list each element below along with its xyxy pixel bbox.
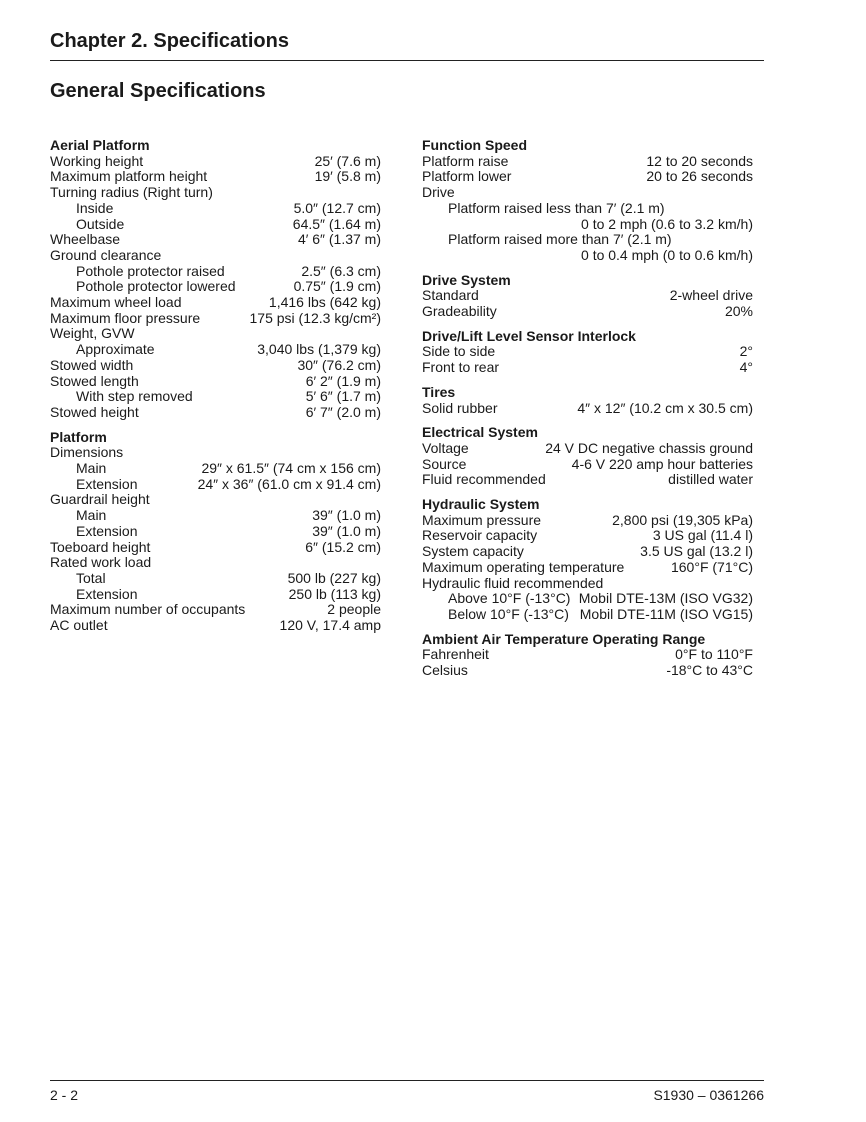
section-title: Electrical System: [422, 424, 538, 441]
spec-row-ac-outlet: [50, 618, 381, 634]
spec-value: 5′ 6″ (1.7 m): [305, 388, 381, 405]
spec-label: Guardrail height: [50, 491, 150, 508]
spec-label: Fahrenheit: [422, 646, 489, 663]
spec-value: 6′ 2″ (1.9 m): [305, 372, 381, 389]
spec-label: Toeboard height: [50, 538, 151, 555]
spec-label: Inside: [76, 199, 114, 216]
spec-label: Stowed width: [50, 356, 134, 373]
spec-row-stowed-height: [50, 405, 381, 421]
spec-value: 4°: [739, 359, 753, 376]
spec-row-stowed-length: [50, 374, 381, 390]
spec-row-max-platform-height: [50, 169, 381, 185]
document-id: S1930 – 0361266: [653, 1087, 764, 1103]
spec-label: Voltage: [422, 439, 469, 456]
spec-value: 1,416 lbs (642 kg): [268, 294, 381, 311]
spec-row-guard-extension: [50, 524, 381, 540]
spec-label: Stowed length: [50, 372, 139, 389]
spec-row-guardrail-height: [50, 492, 381, 508]
section-title: Function Speed: [422, 137, 527, 153]
spec-row-stowed-width: [50, 358, 381, 374]
spec-row-gradeability: [422, 304, 753, 320]
spec-row-solid-rubber: [422, 401, 753, 417]
spec-value: 2.5″ (6.3 cm): [301, 262, 381, 279]
spec-value: 12 to 20 seconds: [646, 152, 753, 169]
spec-value: 29″ x 61.5″ (74 cm x 156 cm): [201, 460, 381, 477]
spec-value: 160°F (71°C): [670, 558, 753, 575]
spec-label: Celsius: [422, 662, 468, 679]
spec-row-wheelbase: [50, 232, 381, 248]
spec-value: 3.5 US gal (13.2 l): [640, 543, 753, 560]
spec-row-front-to-rear: [422, 360, 753, 376]
spec-value: 175 psi (12.3 kg/cm²): [249, 309, 381, 326]
spec-label: Dimensions: [50, 444, 124, 461]
spec-row-dimensions: [50, 445, 381, 461]
spec-label: With step removed: [76, 388, 193, 405]
interlock-section: [422, 329, 753, 376]
spec-label: Turning radius (Right turn): [50, 184, 213, 201]
spec-label: Maximum platform height: [50, 168, 208, 185]
spec-value: Mobil DTE-13M (ISO VG32): [578, 590, 753, 607]
spec-label: Gradeability: [422, 303, 497, 320]
spec-value: -18°C to 43°C: [666, 662, 753, 679]
spec-value: 4″ x 12″ (10.2 cm x 30.5 cm): [577, 399, 753, 416]
spec-label: Working height: [50, 152, 144, 169]
spec-label: Ground clearance: [50, 246, 162, 263]
spec-row-weight-gvw: [50, 326, 381, 342]
spec-label: Weight, GVW: [50, 325, 135, 342]
spec-row-side-to-side: [422, 344, 753, 360]
spec-row-dim-main: [50, 461, 381, 477]
spec-row-working-height: [50, 154, 381, 170]
spec-label: System capacity: [422, 543, 524, 560]
spec-label: Pothole protector lowered: [76, 278, 236, 295]
right-column: [422, 138, 753, 688]
spec-label: Platform raised less than 7′ (2.1 m): [448, 199, 665, 216]
spec-row-fahrenheit: [422, 647, 753, 663]
spec-value: 500 lb (227 kg): [287, 569, 381, 586]
function-speed-section: [422, 138, 753, 264]
spec-row-reservoir: [422, 528, 753, 544]
spec-row-toeboard-height: [50, 540, 381, 556]
spec-label: Drive: [422, 184, 455, 201]
spec-row-load-extension: [50, 587, 381, 603]
spec-label: Hydraulic fluid recommended: [422, 574, 604, 591]
spec-label: Stowed height: [50, 403, 139, 420]
spec-label: Reservoir capacity: [422, 527, 538, 544]
spec-row-source: [422, 457, 753, 473]
chapter-title: Chapter 2. Specifications: [50, 30, 289, 52]
spec-value: 24 V DC negative chassis ground: [545, 439, 753, 456]
spec-row-raised-more-label: [422, 232, 753, 248]
spec-label: Source: [422, 455, 467, 472]
spec-label: Maximum number of occupants: [50, 601, 246, 618]
section-title: Aerial Platform: [50, 137, 150, 153]
spec-row-above: [422, 591, 753, 607]
spec-value: 24″ x 36″ (61.0 cm x 91.4 cm): [197, 475, 381, 492]
spec-label: Maximum floor pressure: [50, 309, 201, 326]
spec-label: Main: [76, 460, 107, 477]
spec-value-raised-less: 0 to 2 mph (0.6 to 3.2 km/h): [581, 215, 753, 232]
spec-value: 19′ (5.8 m): [314, 168, 381, 185]
section-title: Drive/Lift Level Sensor Interlock: [422, 327, 636, 344]
spec-label: Above 10°F (-13°C): [448, 590, 571, 607]
hydraulic-section: [422, 497, 753, 623]
spec-row-drive: [422, 185, 753, 201]
spec-row-max-pressure: [422, 513, 753, 529]
section-title: Hydraulic System: [422, 496, 540, 513]
spec-label: Standard: [422, 287, 479, 304]
spec-row-platform-lower: [422, 169, 753, 185]
spec-label: Front to rear: [422, 359, 500, 376]
spec-value: 5.0″ (12.7 cm): [293, 199, 381, 216]
spec-value: 39″ (1.0 m): [312, 507, 381, 524]
spec-value: Mobil DTE-11M (ISO VG15): [579, 605, 753, 622]
spec-row-load-total: [50, 571, 381, 587]
spec-label: Platform lower: [422, 168, 512, 185]
spec-label: Extension: [76, 522, 138, 539]
spec-label: Main: [76, 507, 107, 524]
spec-row-inside: [50, 201, 381, 217]
spec-value: 39″ (1.0 m): [312, 522, 381, 539]
spec-row-raised-less-label: [422, 201, 753, 217]
drive-system-section: [422, 273, 753, 320]
spec-value: 2,800 psi (19,305 kPa): [612, 511, 753, 528]
spec-value: 0°F to 110°F: [675, 646, 753, 663]
aerial-platform-section: [50, 138, 381, 421]
page-number: 2 - 2: [50, 1087, 79, 1103]
section-title: Drive System: [422, 271, 511, 288]
electrical-section: [422, 425, 753, 488]
spec-value: 3 US gal (11.4 l): [652, 527, 753, 544]
spec-value: distilled water: [668, 471, 753, 488]
spec-label: Below 10°F (-13°C): [448, 605, 569, 622]
spec-value: 6″ (15.2 cm): [305, 538, 381, 555]
spec-label: Extension: [76, 585, 138, 602]
section-title: Tires: [422, 383, 456, 400]
spec-row-platform-raise: [422, 154, 753, 170]
spec-label: Total: [76, 569, 106, 586]
spec-label: Maximum operating temperature: [422, 558, 625, 575]
spec-label: Maximum wheel load: [50, 294, 182, 311]
header-rule: [50, 60, 764, 61]
spec-value: 30″ (76.2 cm): [297, 356, 381, 373]
spec-label: Wheelbase: [50, 231, 121, 248]
spec-label: Pothole protector raised: [76, 262, 225, 279]
spec-row-pothole-raised: [50, 264, 381, 280]
spec-row-standard: [422, 288, 753, 304]
spec-row-voltage: [422, 441, 753, 457]
spec-label: Fluid recommended: [422, 471, 546, 488]
spec-row-approximate: [50, 342, 381, 358]
spec-value: 3,040 lbs (1,379 kg): [257, 341, 381, 358]
spec-label: Rated work load: [50, 554, 152, 571]
spec-row-dim-extension: [50, 477, 381, 493]
spec-value: 64.5″ (1.64 m): [292, 215, 381, 232]
spec-row-fluid: [422, 472, 753, 488]
spec-label: Outside: [76, 215, 125, 232]
spec-value: 20 to 26 seconds: [646, 168, 753, 185]
spec-label: Platform raised more than 7′ (2.1 m): [448, 231, 672, 248]
spec-row-system-capacity: [422, 544, 753, 560]
spec-row-rated-work-load: [50, 555, 381, 571]
spec-label: AC outlet: [50, 617, 108, 634]
section-title: Ambient Air Temperature Operating Range: [422, 630, 706, 647]
spec-row-max-wheel-load: [50, 295, 381, 311]
spec-label: Approximate: [76, 341, 155, 358]
spec-value: 4′ 6″ (1.37 m): [297, 231, 381, 248]
platform-section: [50, 430, 381, 634]
spec-row-max-occupants: [50, 602, 381, 618]
spec-row-pothole-lowered: [50, 279, 381, 295]
spec-value: 120 V, 17.4 amp: [279, 617, 381, 634]
spec-row-guard-main: [50, 508, 381, 524]
spec-value: 6′ 7″ (2.0 m): [305, 403, 381, 420]
spec-row-max-floor-pressure: [50, 311, 381, 327]
spec-row-turning-radius: [50, 185, 381, 201]
spec-value: 25′ (7.6 m): [314, 152, 381, 169]
spec-value: 2°: [739, 343, 753, 360]
spec-value: 20%: [724, 303, 753, 320]
spec-label: Maximum pressure: [422, 511, 542, 528]
spec-value: 2 people: [327, 601, 381, 618]
spec-label: Platform raise: [422, 152, 509, 169]
spec-label: Side to side: [422, 343, 496, 360]
spec-row-fluid-recommended: [422, 576, 753, 592]
spec-label: Extension: [76, 475, 138, 492]
spec-row-celsius: [422, 663, 753, 679]
spec-value: 0.75″ (1.9 cm): [293, 278, 381, 295]
section-title: Platform: [50, 428, 107, 445]
tires-section: [422, 385, 753, 416]
spec-value: 250 lb (113 kg): [288, 585, 381, 602]
spec-value-raised-more: 0 to 0.4 mph (0 to 0.6 km/h): [581, 246, 753, 263]
footer-rule: [50, 1080, 764, 1081]
spec-label: Solid rubber: [422, 399, 498, 416]
spec-row-outside: [50, 217, 381, 233]
spec-value: 2-wheel drive: [669, 287, 753, 304]
page-heading: General Specifications: [50, 80, 266, 102]
spec-row-max-temp: [422, 560, 753, 576]
spec-value: 4-6 V 220 amp hour batteries: [571, 455, 753, 472]
spec-row-below: [422, 607, 753, 623]
spec-row-with-step-removed: [50, 389, 381, 405]
left-column: [50, 138, 381, 643]
ambient-section: [422, 632, 753, 679]
spec-row-ground-clearance: [50, 248, 381, 264]
